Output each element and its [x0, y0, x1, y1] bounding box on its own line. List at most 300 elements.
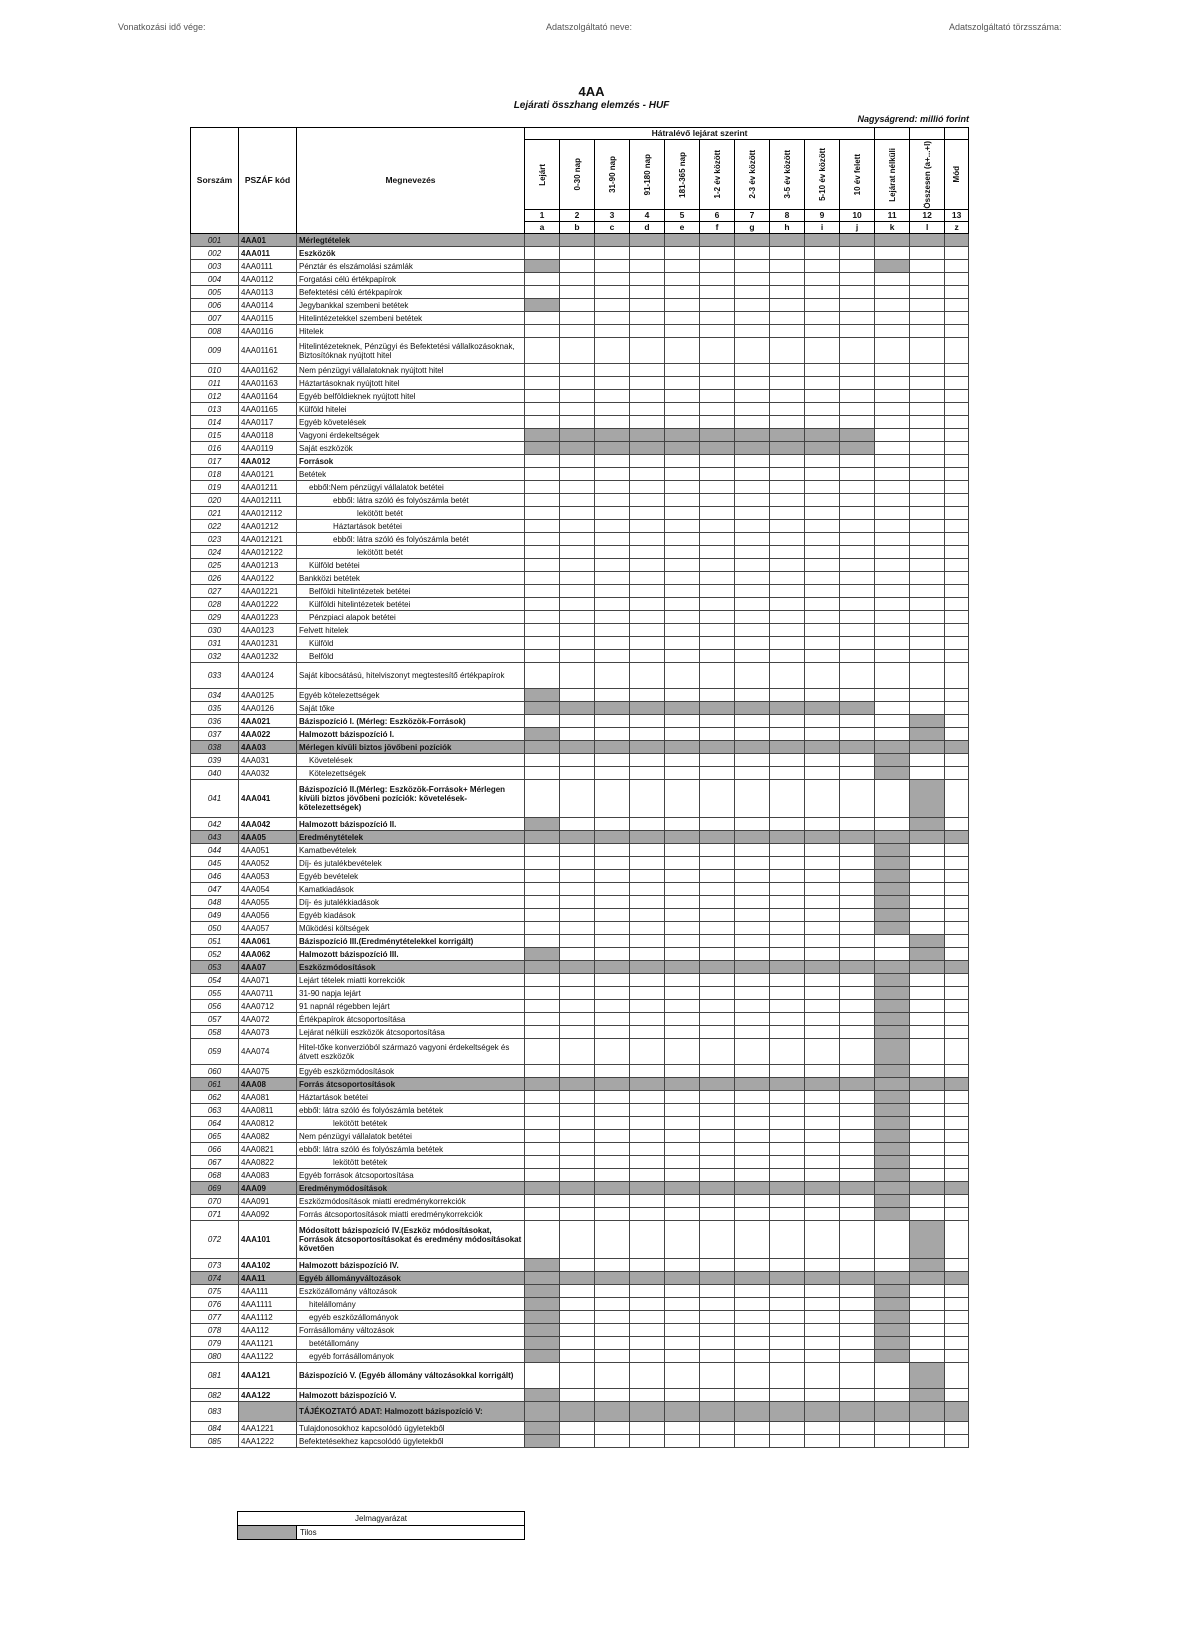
value-cell[interactable]	[770, 455, 805, 468]
value-cell[interactable]	[840, 663, 875, 689]
value-cell[interactable]	[665, 909, 700, 922]
value-cell[interactable]	[910, 1272, 945, 1285]
value-cell[interactable]	[910, 844, 945, 857]
value-cell[interactable]	[525, 1026, 560, 1039]
value-cell[interactable]	[840, 948, 875, 961]
value-cell[interactable]	[840, 455, 875, 468]
value-cell[interactable]	[630, 637, 665, 650]
value-cell[interactable]	[700, 520, 735, 533]
value-cell[interactable]	[805, 1259, 840, 1272]
value-cell[interactable]	[875, 1285, 910, 1298]
value-cell[interactable]	[595, 1311, 630, 1324]
value-cell[interactable]	[630, 533, 665, 546]
value-cell[interactable]	[630, 1182, 665, 1195]
value-cell[interactable]	[770, 1000, 805, 1013]
value-cell[interactable]	[525, 1065, 560, 1078]
value-cell[interactable]	[770, 481, 805, 494]
value-cell[interactable]	[770, 1039, 805, 1065]
value-cell[interactable]	[805, 767, 840, 780]
value-cell[interactable]	[735, 507, 770, 520]
value-cell[interactable]	[875, 598, 910, 611]
value-cell[interactable]	[560, 1195, 595, 1208]
value-cell[interactable]	[700, 1182, 735, 1195]
value-cell[interactable]	[630, 780, 665, 818]
value-cell[interactable]	[910, 1208, 945, 1221]
value-cell[interactable]	[910, 1402, 945, 1422]
value-cell[interactable]	[805, 234, 840, 247]
value-cell[interactable]	[840, 961, 875, 974]
value-cell[interactable]	[735, 1117, 770, 1130]
value-cell[interactable]	[945, 1130, 969, 1143]
value-cell[interactable]	[525, 935, 560, 948]
value-cell[interactable]	[630, 494, 665, 507]
value-cell[interactable]	[840, 1026, 875, 1039]
value-cell[interactable]	[770, 442, 805, 455]
value-cell[interactable]	[560, 818, 595, 831]
value-cell[interactable]	[910, 987, 945, 1000]
value-cell[interactable]	[665, 987, 700, 1000]
value-cell[interactable]	[875, 1195, 910, 1208]
value-cell[interactable]	[525, 637, 560, 650]
value-cell[interactable]	[910, 533, 945, 546]
value-cell[interactable]	[665, 1324, 700, 1337]
value-cell[interactable]	[840, 546, 875, 559]
value-cell[interactable]	[700, 1298, 735, 1311]
value-cell[interactable]	[875, 702, 910, 715]
value-cell[interactable]	[525, 455, 560, 468]
value-cell[interactable]	[700, 909, 735, 922]
value-cell[interactable]	[665, 1130, 700, 1143]
value-cell[interactable]	[560, 741, 595, 754]
value-cell[interactable]	[805, 403, 840, 416]
value-cell[interactable]	[700, 702, 735, 715]
value-cell[interactable]	[805, 650, 840, 663]
value-cell[interactable]	[665, 844, 700, 857]
value-cell[interactable]	[560, 260, 595, 273]
value-cell[interactable]	[525, 416, 560, 429]
value-cell[interactable]	[735, 364, 770, 377]
value-cell[interactable]	[700, 1208, 735, 1221]
value-cell[interactable]	[595, 559, 630, 572]
value-cell[interactable]	[525, 1208, 560, 1221]
value-cell[interactable]	[595, 754, 630, 767]
value-cell[interactable]	[945, 260, 969, 273]
value-cell[interactable]	[560, 429, 595, 442]
value-cell[interactable]	[700, 987, 735, 1000]
value-cell[interactable]	[840, 1311, 875, 1324]
value-cell[interactable]	[525, 1324, 560, 1337]
value-cell[interactable]	[595, 455, 630, 468]
value-cell[interactable]	[700, 1104, 735, 1117]
value-cell[interactable]	[560, 1422, 595, 1435]
value-cell[interactable]	[700, 286, 735, 299]
value-cell[interactable]	[805, 1285, 840, 1298]
value-cell[interactable]	[875, 1402, 910, 1422]
value-cell[interactable]	[910, 273, 945, 286]
value-cell[interactable]	[560, 1117, 595, 1130]
value-cell[interactable]	[665, 572, 700, 585]
value-cell[interactable]	[700, 1285, 735, 1298]
value-cell[interactable]	[595, 403, 630, 416]
value-cell[interactable]	[875, 715, 910, 728]
value-cell[interactable]	[805, 442, 840, 455]
value-cell[interactable]	[700, 1422, 735, 1435]
value-cell[interactable]	[735, 844, 770, 857]
value-cell[interactable]	[805, 909, 840, 922]
value-cell[interactable]	[630, 1143, 665, 1156]
value-cell[interactable]	[770, 1065, 805, 1078]
value-cell[interactable]	[735, 1435, 770, 1448]
value-cell[interactable]	[770, 1285, 805, 1298]
value-cell[interactable]	[945, 442, 969, 455]
value-cell[interactable]	[945, 572, 969, 585]
value-cell[interactable]	[665, 1039, 700, 1065]
value-cell[interactable]	[525, 1402, 560, 1422]
value-cell[interactable]	[805, 481, 840, 494]
value-cell[interactable]	[840, 831, 875, 844]
value-cell[interactable]	[665, 338, 700, 364]
value-cell[interactable]	[910, 896, 945, 909]
value-cell[interactable]	[875, 961, 910, 974]
value-cell[interactable]	[840, 754, 875, 767]
value-cell[interactable]	[560, 364, 595, 377]
value-cell[interactable]	[875, 922, 910, 935]
value-cell[interactable]	[910, 377, 945, 390]
value-cell[interactable]	[945, 780, 969, 818]
value-cell[interactable]	[560, 1026, 595, 1039]
value-cell[interactable]	[840, 922, 875, 935]
value-cell[interactable]	[595, 702, 630, 715]
value-cell[interactable]	[525, 325, 560, 338]
value-cell[interactable]	[945, 831, 969, 844]
value-cell[interactable]	[595, 442, 630, 455]
value-cell[interactable]	[700, 494, 735, 507]
value-cell[interactable]	[770, 728, 805, 741]
value-cell[interactable]	[770, 1422, 805, 1435]
value-cell[interactable]	[665, 1065, 700, 1078]
value-cell[interactable]	[875, 611, 910, 624]
value-cell[interactable]	[945, 857, 969, 870]
value-cell[interactable]	[805, 507, 840, 520]
value-cell[interactable]	[630, 1363, 665, 1389]
value-cell[interactable]	[770, 948, 805, 961]
value-cell[interactable]	[875, 1013, 910, 1026]
value-cell[interactable]	[840, 468, 875, 481]
value-cell[interactable]	[910, 312, 945, 325]
value-cell[interactable]	[945, 1026, 969, 1039]
value-cell[interactable]	[840, 857, 875, 870]
value-cell[interactable]	[700, 650, 735, 663]
value-cell[interactable]	[595, 1156, 630, 1169]
value-cell[interactable]	[840, 1156, 875, 1169]
value-cell[interactable]	[735, 1143, 770, 1156]
value-cell[interactable]	[560, 780, 595, 818]
value-cell[interactable]	[665, 377, 700, 390]
value-cell[interactable]	[665, 896, 700, 909]
value-cell[interactable]	[630, 1259, 665, 1272]
value-cell[interactable]	[700, 1065, 735, 1078]
value-cell[interactable]	[875, 831, 910, 844]
value-cell[interactable]	[805, 1195, 840, 1208]
value-cell[interactable]	[805, 1311, 840, 1324]
value-cell[interactable]	[700, 1091, 735, 1104]
value-cell[interactable]	[700, 234, 735, 247]
value-cell[interactable]	[735, 1285, 770, 1298]
value-cell[interactable]	[875, 1091, 910, 1104]
value-cell[interactable]	[700, 598, 735, 611]
value-cell[interactable]	[700, 260, 735, 273]
value-cell[interactable]	[665, 1435, 700, 1448]
value-cell[interactable]	[595, 234, 630, 247]
value-cell[interactable]	[770, 1026, 805, 1039]
value-cell[interactable]	[875, 442, 910, 455]
value-cell[interactable]	[560, 702, 595, 715]
value-cell[interactable]	[805, 780, 840, 818]
value-cell[interactable]	[910, 1156, 945, 1169]
value-cell[interactable]	[805, 715, 840, 728]
value-cell[interactable]	[525, 1272, 560, 1285]
value-cell[interactable]	[840, 767, 875, 780]
value-cell[interactable]	[945, 1078, 969, 1091]
value-cell[interactable]	[665, 637, 700, 650]
value-cell[interactable]	[770, 1169, 805, 1182]
value-cell[interactable]	[840, 364, 875, 377]
value-cell[interactable]	[875, 520, 910, 533]
value-cell[interactable]	[595, 844, 630, 857]
value-cell[interactable]	[805, 559, 840, 572]
value-cell[interactable]	[945, 312, 969, 325]
value-cell[interactable]	[805, 844, 840, 857]
value-cell[interactable]	[560, 442, 595, 455]
value-cell[interactable]	[945, 390, 969, 403]
value-cell[interactable]	[700, 844, 735, 857]
value-cell[interactable]	[770, 299, 805, 312]
value-cell[interactable]	[770, 689, 805, 702]
value-cell[interactable]	[525, 909, 560, 922]
value-cell[interactable]	[595, 299, 630, 312]
value-cell[interactable]	[735, 1324, 770, 1337]
value-cell[interactable]	[770, 831, 805, 844]
value-cell[interactable]	[525, 896, 560, 909]
value-cell[interactable]	[560, 831, 595, 844]
value-cell[interactable]	[560, 286, 595, 299]
value-cell[interactable]	[560, 1259, 595, 1272]
value-cell[interactable]	[735, 442, 770, 455]
value-cell[interactable]	[805, 1117, 840, 1130]
value-cell[interactable]	[630, 1208, 665, 1221]
value-cell[interactable]	[770, 844, 805, 857]
value-cell[interactable]	[525, 1039, 560, 1065]
value-cell[interactable]	[840, 896, 875, 909]
value-cell[interactable]	[910, 1422, 945, 1435]
value-cell[interactable]	[945, 1435, 969, 1448]
value-cell[interactable]	[525, 831, 560, 844]
value-cell[interactable]	[945, 494, 969, 507]
value-cell[interactable]	[560, 611, 595, 624]
value-cell[interactable]	[735, 974, 770, 987]
value-cell[interactable]	[805, 1104, 840, 1117]
value-cell[interactable]	[770, 1272, 805, 1285]
value-cell[interactable]	[560, 896, 595, 909]
value-cell[interactable]	[735, 312, 770, 325]
value-cell[interactable]	[665, 702, 700, 715]
value-cell[interactable]	[630, 922, 665, 935]
value-cell[interactable]	[525, 247, 560, 260]
value-cell[interactable]	[910, 1091, 945, 1104]
value-cell[interactable]	[560, 299, 595, 312]
value-cell[interactable]	[945, 870, 969, 883]
value-cell[interactable]	[595, 481, 630, 494]
value-cell[interactable]	[805, 598, 840, 611]
value-cell[interactable]	[700, 377, 735, 390]
value-cell[interactable]	[875, 1065, 910, 1078]
value-cell[interactable]	[630, 663, 665, 689]
value-cell[interactable]	[700, 1272, 735, 1285]
value-cell[interactable]	[630, 611, 665, 624]
value-cell[interactable]	[630, 1156, 665, 1169]
value-cell[interactable]	[875, 1337, 910, 1350]
value-cell[interactable]	[595, 1389, 630, 1402]
value-cell[interactable]	[840, 1324, 875, 1337]
value-cell[interactable]	[700, 1350, 735, 1363]
value-cell[interactable]	[665, 598, 700, 611]
value-cell[interactable]	[525, 468, 560, 481]
value-cell[interactable]	[700, 585, 735, 598]
value-cell[interactable]	[840, 403, 875, 416]
value-cell[interactable]	[805, 299, 840, 312]
value-cell[interactable]	[735, 935, 770, 948]
value-cell[interactable]	[875, 468, 910, 481]
value-cell[interactable]	[665, 1026, 700, 1039]
value-cell[interactable]	[665, 299, 700, 312]
value-cell[interactable]	[665, 585, 700, 598]
value-cell[interactable]	[805, 1350, 840, 1363]
value-cell[interactable]	[840, 844, 875, 857]
value-cell[interactable]	[560, 585, 595, 598]
value-cell[interactable]	[630, 1435, 665, 1448]
value-cell[interactable]	[525, 364, 560, 377]
value-cell[interactable]	[735, 1169, 770, 1182]
value-cell[interactable]	[805, 857, 840, 870]
value-cell[interactable]	[945, 948, 969, 961]
value-cell[interactable]	[875, 494, 910, 507]
value-cell[interactable]	[525, 390, 560, 403]
value-cell[interactable]	[595, 1221, 630, 1259]
value-cell[interactable]	[665, 494, 700, 507]
value-cell[interactable]	[910, 507, 945, 520]
value-cell[interactable]	[805, 273, 840, 286]
value-cell[interactable]	[630, 325, 665, 338]
value-cell[interactable]	[735, 572, 770, 585]
value-cell[interactable]	[910, 831, 945, 844]
value-cell[interactable]	[630, 468, 665, 481]
value-cell[interactable]	[840, 429, 875, 442]
value-cell[interactable]	[875, 1104, 910, 1117]
value-cell[interactable]	[840, 1350, 875, 1363]
value-cell[interactable]	[525, 1285, 560, 1298]
value-cell[interactable]	[700, 1026, 735, 1039]
value-cell[interactable]	[910, 1013, 945, 1026]
value-cell[interactable]	[665, 559, 700, 572]
value-cell[interactable]	[700, 922, 735, 935]
value-cell[interactable]	[595, 312, 630, 325]
value-cell[interactable]	[910, 870, 945, 883]
value-cell[interactable]	[735, 896, 770, 909]
value-cell[interactable]	[770, 1363, 805, 1389]
value-cell[interactable]	[630, 1422, 665, 1435]
value-cell[interactable]	[945, 1324, 969, 1337]
value-cell[interactable]	[595, 741, 630, 754]
value-cell[interactable]	[630, 312, 665, 325]
value-cell[interactable]	[770, 507, 805, 520]
value-cell[interactable]	[735, 818, 770, 831]
value-cell[interactable]	[910, 1298, 945, 1311]
value-cell[interactable]	[840, 1435, 875, 1448]
value-cell[interactable]	[875, 247, 910, 260]
value-cell[interactable]	[700, 364, 735, 377]
value-cell[interactable]	[910, 546, 945, 559]
value-cell[interactable]	[840, 1091, 875, 1104]
value-cell[interactable]	[525, 1078, 560, 1091]
value-cell[interactable]	[735, 416, 770, 429]
value-cell[interactable]	[770, 325, 805, 338]
value-cell[interactable]	[945, 520, 969, 533]
value-cell[interactable]	[770, 338, 805, 364]
value-cell[interactable]	[525, 741, 560, 754]
value-cell[interactable]	[630, 1130, 665, 1143]
value-cell[interactable]	[805, 870, 840, 883]
value-cell[interactable]	[875, 663, 910, 689]
value-cell[interactable]	[770, 416, 805, 429]
value-cell[interactable]	[735, 260, 770, 273]
value-cell[interactable]	[560, 494, 595, 507]
value-cell[interactable]	[595, 247, 630, 260]
value-cell[interactable]	[945, 1389, 969, 1402]
value-cell[interactable]	[945, 1169, 969, 1182]
value-cell[interactable]	[595, 338, 630, 364]
value-cell[interactable]	[770, 520, 805, 533]
value-cell[interactable]	[560, 857, 595, 870]
value-cell[interactable]	[630, 624, 665, 637]
value-cell[interactable]	[840, 1130, 875, 1143]
value-cell[interactable]	[770, 922, 805, 935]
value-cell[interactable]	[805, 1337, 840, 1350]
value-cell[interactable]	[735, 403, 770, 416]
value-cell[interactable]	[700, 273, 735, 286]
value-cell[interactable]	[700, 883, 735, 896]
value-cell[interactable]	[560, 1156, 595, 1169]
value-cell[interactable]	[910, 1259, 945, 1272]
value-cell[interactable]	[875, 377, 910, 390]
value-cell[interactable]	[910, 974, 945, 987]
value-cell[interactable]	[700, 1156, 735, 1169]
value-cell[interactable]	[560, 1104, 595, 1117]
value-cell[interactable]	[595, 520, 630, 533]
value-cell[interactable]	[595, 1350, 630, 1363]
value-cell[interactable]	[665, 611, 700, 624]
value-cell[interactable]	[665, 1272, 700, 1285]
value-cell[interactable]	[910, 741, 945, 754]
value-cell[interactable]	[595, 831, 630, 844]
value-cell[interactable]	[805, 1143, 840, 1156]
value-cell[interactable]	[770, 533, 805, 546]
value-cell[interactable]	[630, 702, 665, 715]
value-cell[interactable]	[735, 1104, 770, 1117]
value-cell[interactable]	[735, 831, 770, 844]
value-cell[interactable]	[630, 585, 665, 598]
value-cell[interactable]	[840, 650, 875, 663]
value-cell[interactable]	[630, 520, 665, 533]
